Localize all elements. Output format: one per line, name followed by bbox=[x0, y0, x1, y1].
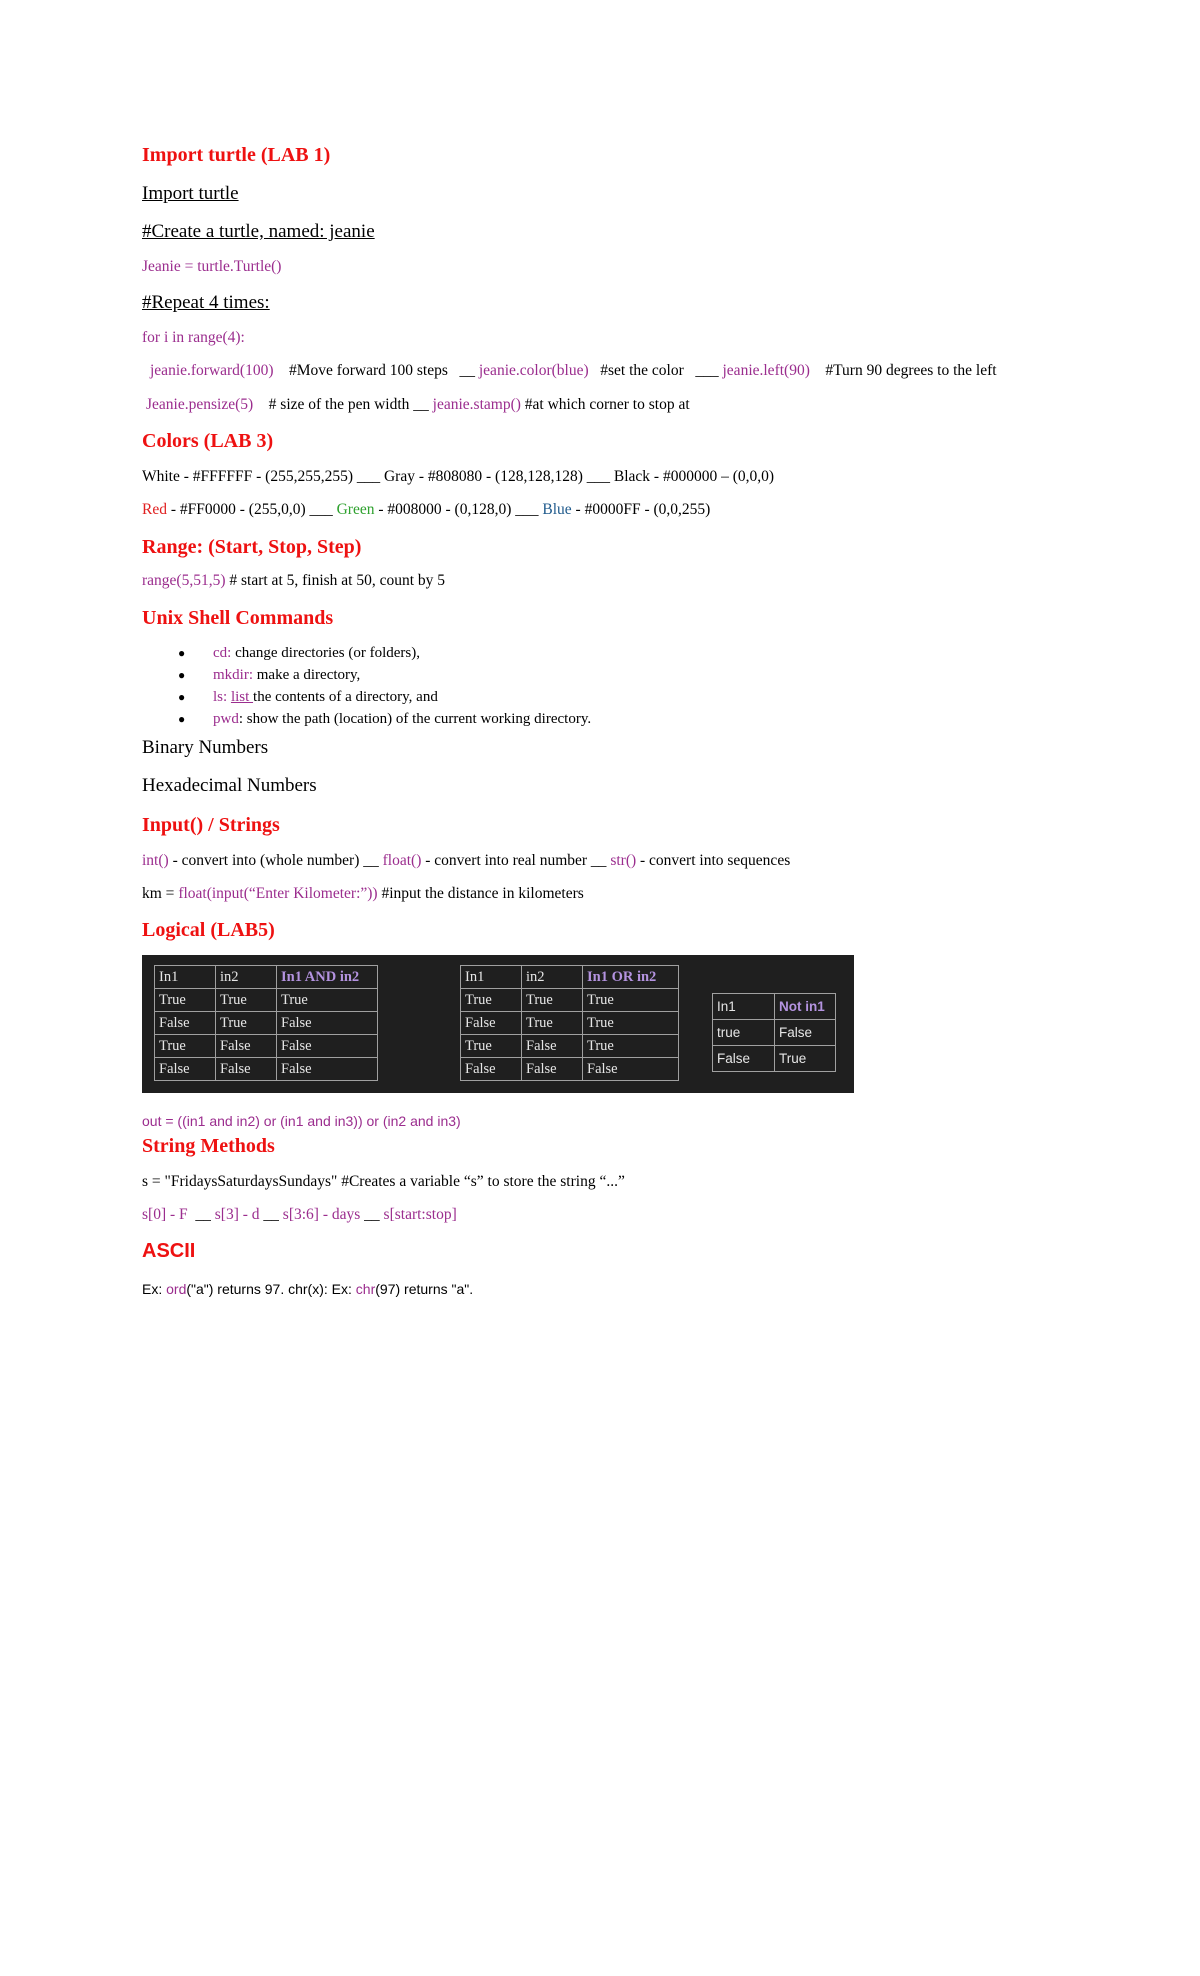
table-header: In1 OR in2 bbox=[583, 966, 679, 989]
table-cell: true bbox=[713, 1020, 775, 1046]
slice-example: s[start:stop] bbox=[383, 1206, 457, 1223]
color-comment: #set the color bbox=[600, 362, 684, 379]
table-row bbox=[461, 989, 679, 1012]
stamp-code: jeanie.stamp() bbox=[432, 396, 521, 413]
table-cell: True bbox=[522, 989, 583, 1012]
table-cell: True bbox=[461, 989, 522, 1012]
int-func: int() bbox=[142, 852, 169, 869]
table-cell: True bbox=[583, 1012, 679, 1035]
list-item bbox=[142, 708, 591, 730]
table-row bbox=[155, 1035, 378, 1058]
green-values: - #008000 - (0,128,0) ___ bbox=[378, 501, 539, 518]
km-code: float(input(“Enter Kilometer:”)) bbox=[178, 885, 378, 902]
command-desc: the contents of a directory, and bbox=[253, 689, 438, 705]
range-comment: # start at 5, finish at 50, count by 5 bbox=[229, 572, 446, 589]
bullet-icon: ● bbox=[178, 668, 186, 682]
red-values: - #FF0000 - (255,0,0) ___ bbox=[170, 501, 333, 518]
unix-heading: Unix Shell Commands bbox=[142, 607, 334, 629]
table-cell: False bbox=[461, 1058, 522, 1081]
table-cell: True bbox=[216, 1012, 277, 1035]
logical-heading: Logical (LAB5) bbox=[142, 919, 275, 941]
table-header: Not in1 bbox=[775, 994, 836, 1020]
table-row bbox=[461, 1058, 679, 1081]
truth-tables-image bbox=[142, 955, 854, 1093]
table-cell: False bbox=[522, 1035, 583, 1058]
list-item bbox=[142, 664, 591, 686]
table-header: In1 bbox=[713, 994, 775, 1020]
table-header-row bbox=[713, 994, 836, 1020]
command-name: ls: bbox=[213, 689, 228, 705]
red-label: Red bbox=[142, 501, 167, 518]
table-cell: False bbox=[216, 1035, 277, 1058]
table-cell: True bbox=[461, 1035, 522, 1058]
string-var-line: s = "FridaysSaturdaysSundays" #Creates a variable “s” to store the string “...” bbox=[142, 1173, 625, 1190]
table-cell: False bbox=[775, 1020, 836, 1046]
create-comment: #Create a turtle, named: jeanie bbox=[142, 221, 375, 242]
table-cell: False bbox=[155, 1058, 216, 1081]
green-label: Green bbox=[336, 501, 375, 518]
turtle-heading: Import turtle (LAB 1) bbox=[142, 144, 331, 166]
table-row bbox=[461, 1012, 679, 1035]
colors-line-1: White - #FFFFFF - (255,255,255) ___ Gray - #808080 - (128,128,128) ___ Black - #000000 – (0,0,0) bbox=[142, 468, 775, 485]
and-truth-table bbox=[154, 965, 378, 1081]
table-header: In1 bbox=[461, 966, 522, 989]
table-header: in2 bbox=[522, 966, 583, 989]
table-cell: False bbox=[522, 1058, 583, 1081]
slice-example: s[3:6] - days bbox=[282, 1206, 361, 1223]
table-cell: False bbox=[583, 1058, 679, 1081]
table-header-row bbox=[155, 966, 378, 989]
table-cell: False bbox=[713, 1046, 775, 1072]
table-cell: True bbox=[583, 1035, 679, 1058]
blue-values: - #0000FF - (0,0,255) bbox=[575, 501, 711, 518]
table-cell: True bbox=[583, 989, 679, 1012]
bullet-icon: ● bbox=[178, 646, 186, 660]
range-code: range(5,51,5) bbox=[142, 572, 226, 589]
left-comment: #Turn 90 degrees to the left bbox=[825, 362, 997, 379]
pensize-code: Jeanie.pensize(5) bbox=[146, 396, 254, 413]
repeat-comment: #Repeat 4 times: bbox=[142, 292, 270, 313]
int-desc: - convert into (whole number) __ bbox=[172, 852, 379, 869]
left-code: jeanie.left(90) bbox=[722, 362, 810, 379]
table-cell: True bbox=[775, 1046, 836, 1072]
separator: __ bbox=[195, 1206, 211, 1223]
table-row bbox=[155, 1058, 378, 1081]
bullet-icon: ● bbox=[178, 690, 186, 704]
forward-code: jeanie.forward(100) bbox=[150, 362, 274, 379]
command-name: mkdir: bbox=[213, 667, 253, 683]
km-comment: #input the distance in kilometers bbox=[381, 885, 584, 902]
list-item bbox=[142, 686, 591, 708]
table-row bbox=[713, 1020, 836, 1046]
table-cell: True bbox=[522, 1012, 583, 1035]
input-heading: Input() / Strings bbox=[142, 814, 280, 836]
slice-example: s[0] - F bbox=[142, 1206, 188, 1223]
stamp-comment: #at which corner to stop at bbox=[524, 396, 690, 413]
chr-func: chr bbox=[355, 1281, 376, 1297]
table-row bbox=[155, 989, 378, 1012]
float-desc: - convert into real number __ bbox=[425, 852, 607, 869]
table-cell: False bbox=[155, 1012, 216, 1035]
turtle-line-1 bbox=[150, 361, 997, 381]
string-methods-heading: String Methods bbox=[142, 1135, 275, 1157]
float-func: float() bbox=[382, 852, 422, 869]
ascii-text: Ex: bbox=[142, 1281, 163, 1297]
separator: __ bbox=[364, 1206, 380, 1223]
km-line bbox=[142, 884, 584, 904]
string-slice-line bbox=[142, 1205, 457, 1225]
command-name: cd: bbox=[213, 645, 232, 661]
table-cell: True bbox=[155, 989, 216, 1012]
table-header-row bbox=[461, 966, 679, 989]
range-heading: Range: (Start, Stop, Step) bbox=[142, 536, 362, 558]
command-name: pwd bbox=[213, 711, 239, 727]
colors-line-2 bbox=[142, 500, 710, 520]
blue-label: Blue bbox=[542, 501, 572, 518]
or-truth-table bbox=[460, 965, 679, 1081]
str-desc: - convert into sequences bbox=[640, 852, 791, 869]
turtle-line-2 bbox=[146, 395, 690, 415]
command-desc: show the path (location) of the current working directory. bbox=[246, 711, 592, 727]
table-header: in2 bbox=[216, 966, 277, 989]
loop-code: for i in range(4): bbox=[142, 329, 245, 346]
ascii-text: ("a") returns 97. chr(x): Ex: bbox=[186, 1281, 352, 1297]
binary-numbers: Binary Numbers bbox=[142, 737, 269, 758]
table-cell: True bbox=[277, 989, 378, 1012]
table-header: In1 bbox=[155, 966, 216, 989]
separator: __ bbox=[459, 362, 475, 379]
table-row bbox=[713, 1046, 836, 1072]
separator: __ bbox=[263, 1206, 279, 1223]
table-header: In1 AND in2 bbox=[277, 966, 378, 989]
pensize-comment: # size of the pen width bbox=[268, 396, 410, 413]
slice-example: s[3] - d bbox=[214, 1206, 260, 1223]
bullet-icon: ● bbox=[178, 712, 186, 726]
str-func: str() bbox=[610, 852, 637, 869]
table-cell: False bbox=[216, 1058, 277, 1081]
color-code: jeanie.color(blue) bbox=[478, 362, 589, 379]
table-cell: True bbox=[216, 989, 277, 1012]
unix-command-list bbox=[142, 642, 591, 730]
table-row bbox=[155, 1012, 378, 1035]
ascii-text: (97) returns "a". bbox=[375, 1281, 474, 1297]
km-var: km = bbox=[142, 885, 175, 902]
table-row bbox=[461, 1035, 679, 1058]
ord-func: ord bbox=[166, 1281, 187, 1297]
logic-expression: out = ((in1 and in2) or (in1 and in3)) or (in2 and in3) bbox=[142, 1113, 461, 1129]
range-line bbox=[142, 571, 445, 591]
conversion-line bbox=[142, 851, 790, 871]
separator: ___ bbox=[695, 362, 719, 379]
ascii-line bbox=[142, 1279, 473, 1299]
table-cell: False bbox=[277, 1012, 378, 1035]
forward-comment: #Move forward 100 steps bbox=[289, 362, 448, 379]
ascii-heading: ASCII bbox=[142, 1240, 196, 1262]
table-cell: False bbox=[461, 1012, 522, 1035]
not-truth-table bbox=[712, 993, 836, 1072]
command-desc: make a directory, bbox=[256, 667, 361, 683]
table-cell: False bbox=[277, 1058, 378, 1081]
command-desc: change directories (or folders), bbox=[235, 645, 420, 661]
hexadecimal-numbers: Hexadecimal Numbers bbox=[142, 775, 317, 796]
list-item bbox=[142, 642, 591, 664]
separator: __ bbox=[413, 396, 429, 413]
colors-heading: Colors (LAB 3) bbox=[142, 430, 274, 452]
table-cell: False bbox=[277, 1035, 378, 1058]
import-line: Import turtle bbox=[142, 183, 239, 204]
table-cell: True bbox=[155, 1035, 216, 1058]
list-link[interactable]: list bbox=[230, 689, 254, 705]
colon: : bbox=[238, 711, 244, 727]
create-code: Jeanie = turtle.Turtle() bbox=[142, 258, 282, 275]
